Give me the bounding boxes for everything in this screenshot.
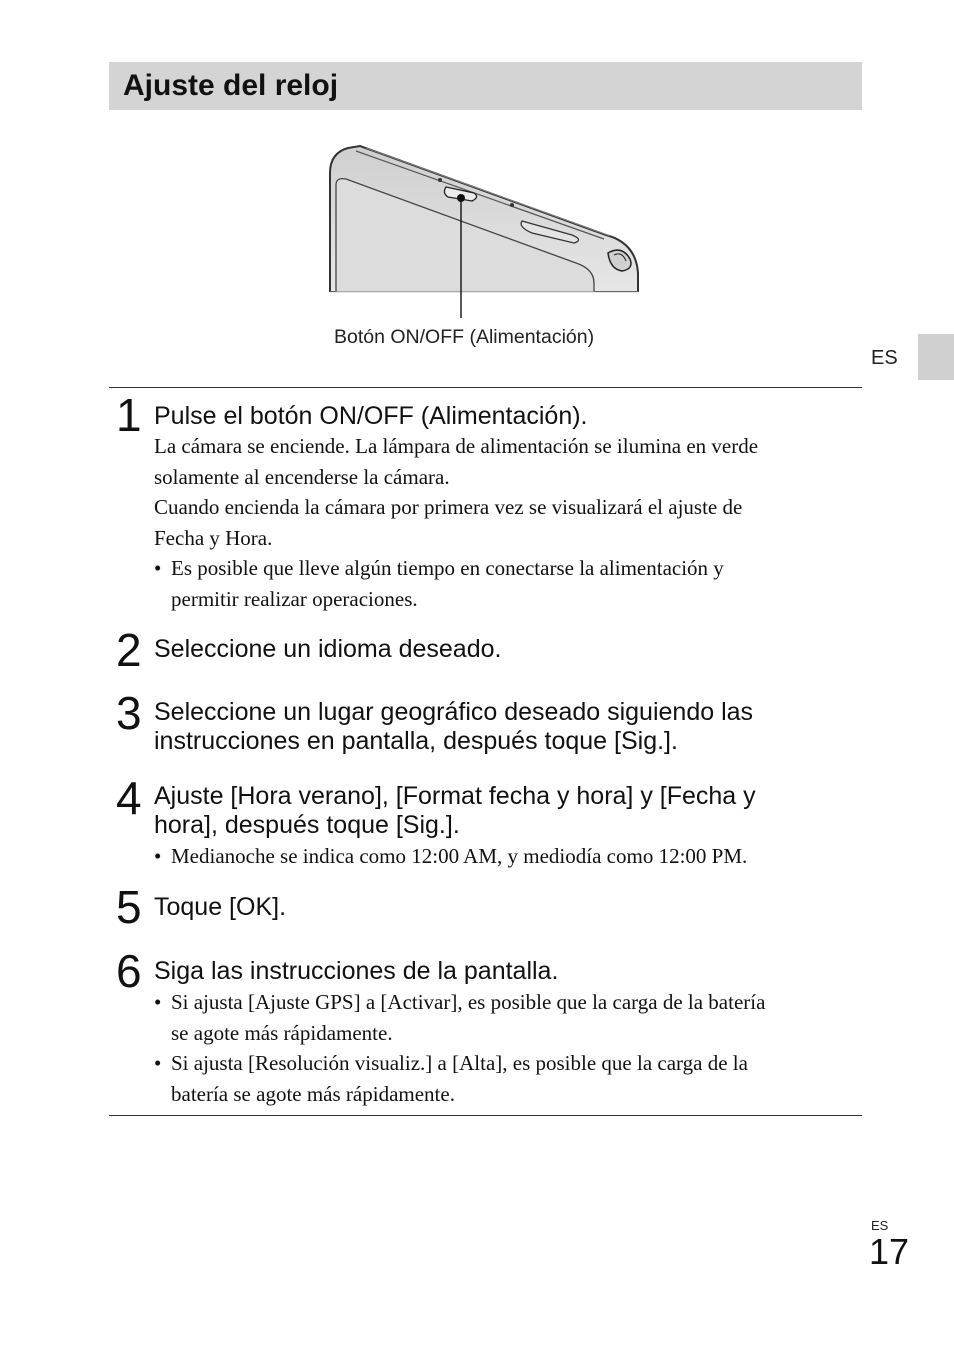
side-language-label: ES — [871, 347, 898, 369]
bullet-text-line: permitir realizar operaciones. — [171, 586, 418, 611]
bullet-dot: • — [154, 556, 162, 580]
page-number: 17 — [869, 1231, 910, 1272]
page-language-label: ES — [871, 1218, 889, 1233]
step-body-line: Fecha y Hora. — [154, 525, 273, 550]
step-title-line: Ajuste [Hora verano], [Format fecha y hora] y [Fecha y — [154, 782, 756, 810]
step-body-line: La cámara se enciende. La lámpara de alimentación se ilumina en verde — [154, 434, 759, 458]
step-title: Seleccione un idioma deseado. — [154, 635, 502, 663]
step-body-line: solamente al encenderse la cámara. — [154, 464, 450, 489]
bullet-text-line: se agote más rápidamente. — [171, 1020, 393, 1045]
step-title-line: instrucciones en pantalla, después toque [Sig.]. — [154, 726, 678, 755]
section-title: Ajuste del reloj — [123, 69, 339, 102]
step-number: 6 — [116, 945, 142, 997]
steps-bottom-rule — [109, 1115, 862, 1116]
step-title: Siga las instrucciones de la pantalla. — [154, 957, 559, 985]
camera-top-illustration — [326, 143, 644, 318]
bullet-dot: • — [154, 1051, 162, 1075]
step-title-line: Seleccione un lugar geográfico deseado siguiendo las — [154, 698, 754, 726]
side-tab-marker — [918, 334, 954, 380]
step-number: 3 — [116, 687, 142, 739]
bullet-dot: • — [154, 990, 162, 1014]
step-title: Toque [OK]. — [154, 893, 287, 921]
bullet-text-line: batería se agote más rápidamente. — [171, 1081, 455, 1106]
figure-caption: Botón ON/OFF (Alimentación) — [334, 326, 595, 348]
step-title: Pulse el botón ON/OFF (Alimentación). — [154, 402, 588, 430]
bullet-text-line: Medianoche se indica como 12:00 AM, y mediodía como 12:00 PM. — [171, 844, 748, 868]
bullet-text-line: Es posible que lleve algún tiempo en conectarse la alimentación y — [171, 556, 724, 580]
step-number: 4 — [116, 772, 142, 824]
step-number: 5 — [116, 881, 142, 933]
bullet-text-line: Si ajusta [Ajuste GPS] a [Activar], es posible que la carga de la batería — [171, 990, 766, 1014]
step-title-line: hora], después toque [Sig.]. — [154, 810, 460, 839]
steps-top-rule — [109, 387, 862, 388]
bullet-dot: • — [154, 844, 162, 868]
section-header — [109, 62, 862, 110]
step-body-line: Cuando encienda la cámara por primera vez se visualizará el ajuste de — [154, 495, 743, 519]
bullet-text-line: Si ajusta [Resolución visualiz.] a [Alta], es posible que la carga de la — [171, 1051, 748, 1075]
step-number: 2 — [116, 624, 142, 676]
step-number: 1 — [116, 389, 142, 441]
